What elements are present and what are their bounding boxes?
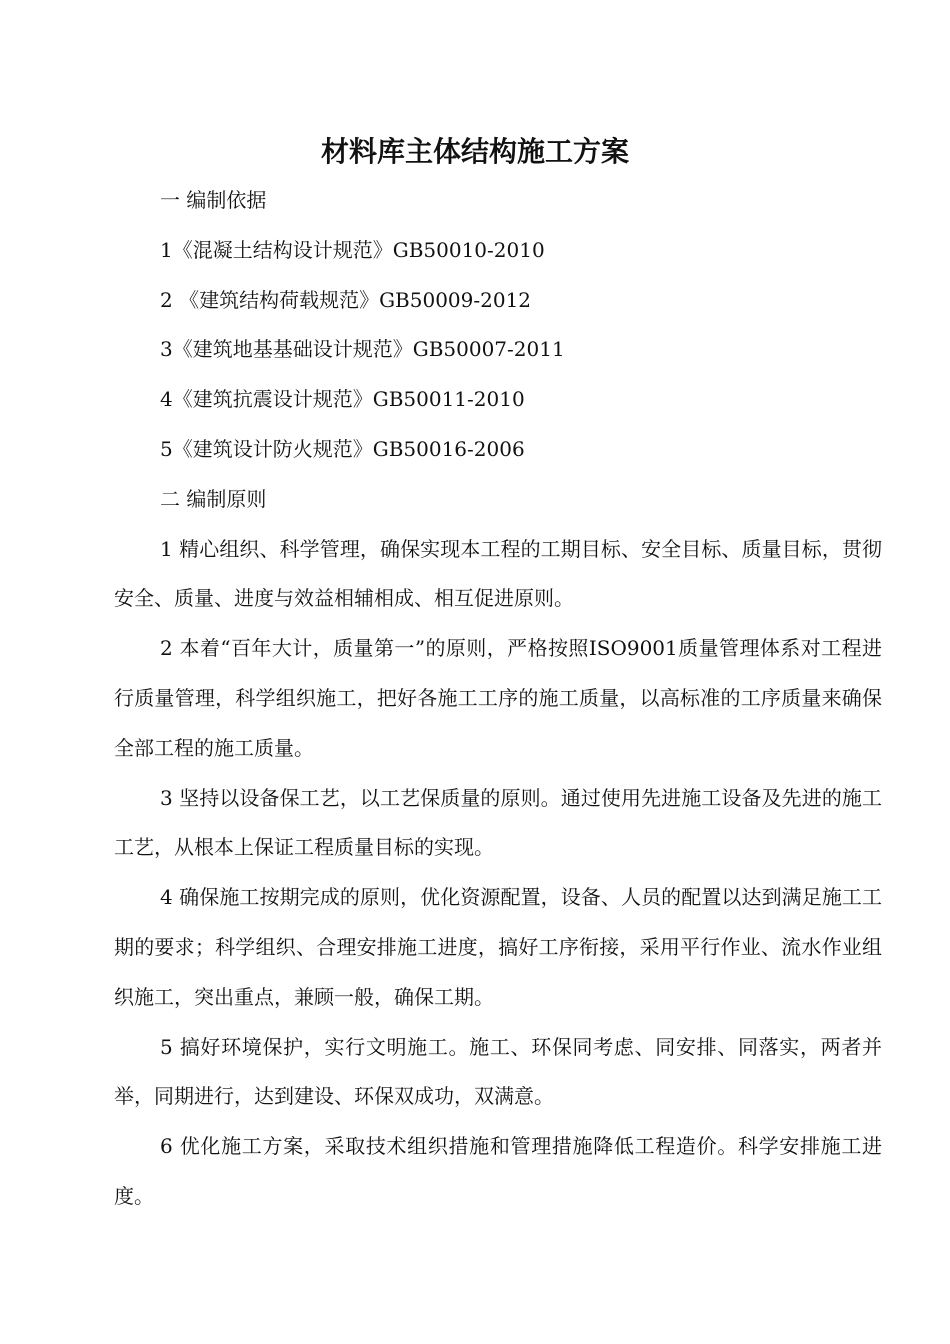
principle-paragraph: 4 确保施工按期完成的原则，优化资源配置，设备、人员的配置以达到满足施工工期的要求；科学组织、合理安排施工进度，搞好工序衔接，采用平行作业、流水作业组织施工，突出重点，兼顾一般，确保工期。 <box>114 885 882 1009</box>
principle-paragraph: 3 坚持以设备保工艺，以工艺保质量的原则。通过使用先进施工设备及先进的施工工艺，从根本上保证工程质量目标的实现。 <box>114 785 882 860</box>
document-body <box>114 176 882 1222</box>
principle-paragraph: 1 精心组织、科学管理，确保实现本工程的工期目标、安全目标、质量目标，贯彻安全、质量、进度与效益相辅相成、相互促进原则。 <box>114 536 882 611</box>
reference-item: 5《建筑设计防火规范》GB50016-2006 <box>160 436 525 461</box>
reference-item: 3《建筑地基基础设计规范》GB50007-2011 <box>160 337 565 362</box>
section-heading-basis: 一 编制依据 <box>160 188 267 212</box>
principle-paragraph: 6 优化施工方案，采取技术组织措施和管理措施降低工程造价。科学安排施工进度。 <box>114 1134 882 1208</box>
reference-item: 2 《建筑结构荷载规范》GB50009-2012 <box>160 287 532 312</box>
section-heading-principles: 二 编制原则 <box>160 486 267 511</box>
reference-item: 1《混凝土结构设计规范》GB50010-2010 <box>160 237 545 262</box>
document-title: 材料库主体结构施工方案 <box>320 135 629 168</box>
reference-item: 4《建筑抗震设计规范》GB50011-2010 <box>160 387 525 412</box>
principle-paragraph: 5 搞好环境保护，实行文明施工。施工、环保同考虑、同安排、同落实，两者并举，同期进行，达到建设、环保双成功，双满意。 <box>114 1034 882 1109</box>
principle-paragraph: 2 本着“百年大计，质量第一”的原则，严格按照ISO9001质量管理体系对工程进行质量管理，科学组织施工，把好各施工工序的施工质量，以高标准的工序质量来确保全部工程的施工质量。 <box>114 636 882 760</box>
